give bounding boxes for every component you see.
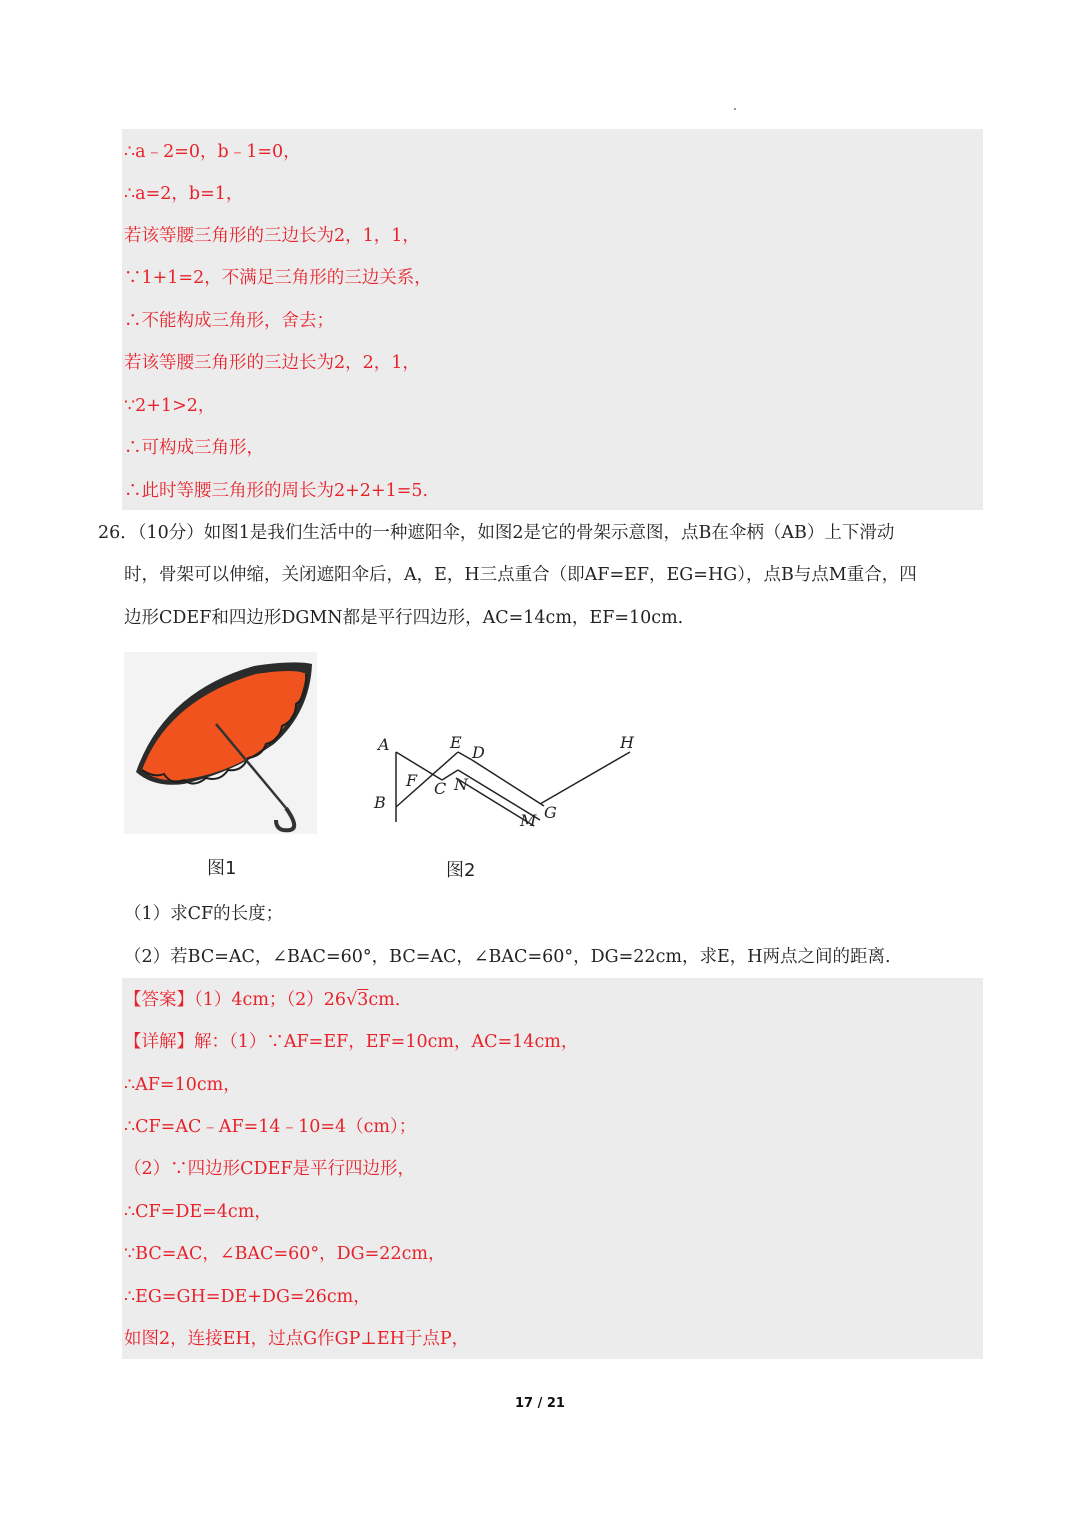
label-A: A <box>378 735 390 754</box>
label-B: B <box>374 793 386 812</box>
solution-line: ∵2+1>2， <box>124 396 216 416</box>
detail-line: ∴EG=GH=DE+DG=26cm， <box>124 1287 371 1307</box>
detail-line: 如图2，连接EH，过点G作GP⊥EH于点P， <box>124 1329 470 1349</box>
detail-line: ∴CF=DE=4cm， <box>124 1202 272 1222</box>
solution-line: ∴不能构成三角形，舍去； <box>124 311 334 331</box>
question-line-2: 时，骨架可以伸缩，关闭遮阳伞后，A，E，H三点重合（即AF=EF，EG=HG），点B与点M重合，四 <box>124 565 917 585</box>
detail-line: ∵BC=AC，∠BAC=60°，DG=22cm， <box>124 1244 446 1264</box>
figure-2-caption: 图2 <box>446 860 476 881</box>
solution-line: ∴a=2，b=1， <box>124 184 244 204</box>
question-line-3: 边形CDEF和四边形DGMN都是平行四边形，AC=14cm，EF=10cm. <box>124 608 684 628</box>
answer-unit: cm. <box>368 990 401 1010</box>
sqrt-sign: √ <box>346 990 358 1010</box>
label-D: D <box>472 743 485 762</box>
solution-line: ∴a﹣2=0，b﹣1=0， <box>124 142 301 162</box>
sqrt-argument: 3 <box>357 990 369 1010</box>
page-number: 17 / 21 <box>515 1396 565 1411</box>
umbrella-photo <box>124 652 317 834</box>
detail-line: （2）∵四边形CDEF是平行四边形， <box>124 1159 415 1179</box>
umbrella-icon <box>124 652 317 834</box>
label-H: H <box>620 733 634 752</box>
answer-line <box>124 989 400 1011</box>
sub-question-1: （1）求CF的长度； <box>124 904 284 924</box>
answer-text: （1）4cm；（2）26 <box>194 990 347 1010</box>
solution-line: ∴可构成三角形， <box>124 438 264 458</box>
solution-line: ∵1+1=2，不满足三角形的三边关系， <box>124 268 432 288</box>
question-line-1: 26．（10分）如图1是我们生活中的一种遮阳伞，如图2是它的骨架示意图，点B在伞柄（AB）上下滑动 <box>98 523 895 543</box>
skeleton-diagram <box>360 720 660 840</box>
solution-line: 若该等腰三角形的三边长为2，2，1， <box>124 353 420 373</box>
answer-tag: 【答案】 <box>124 990 194 1010</box>
stray-dot <box>734 108 736 110</box>
solution-line: ∴此时等腰三角形的周长为2+2+1=5. <box>124 481 429 501</box>
sub-question-2: （2）若BC=AC，∠BAC=60°，BC=AC，∠BAC=60°，DG=22cm，求E，H两点之间的距离. <box>124 947 891 967</box>
figure-1-caption: 图1 <box>207 858 237 879</box>
label-M: M <box>520 811 537 830</box>
solution-line: 若该等腰三角形的三边长为2，1，1， <box>124 226 420 246</box>
detail-line: ∴CF=AC﹣AF=14﹣10=4（cm）； <box>124 1117 417 1137</box>
detail-tag: 【详解】 <box>124 1032 194 1052</box>
label-E: E <box>450 733 462 752</box>
label-G: G <box>544 803 557 822</box>
label-N: N <box>454 775 468 794</box>
detail-line: ∴AF=10cm， <box>124 1075 241 1095</box>
detail-line <box>124 1031 578 1053</box>
label-C: C <box>434 779 447 798</box>
detail-first: 解：（1）∵AF=EF，EF=10cm，AC=14cm， <box>194 1032 579 1052</box>
label-F: F <box>406 771 418 790</box>
